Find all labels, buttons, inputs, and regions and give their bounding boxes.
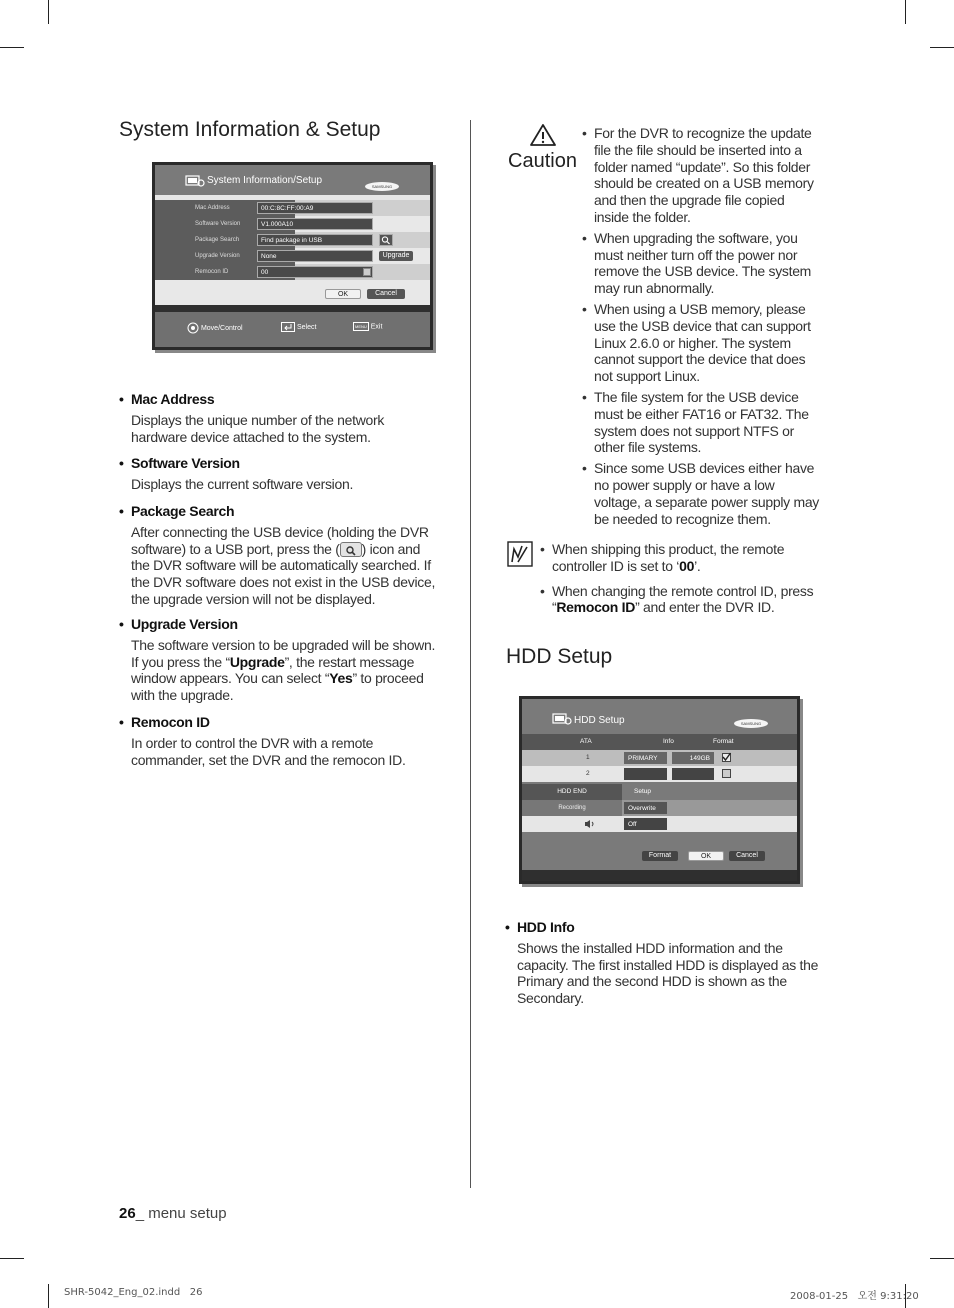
speaker-icon [584, 819, 596, 831]
system-info-screen [152, 162, 433, 350]
format-checkbox-checked[interactable] [722, 753, 731, 762]
item-body: In order to control the DVR with a remote commander, set the DVR and the remocon ID. [131, 734, 406, 768]
footer-exit [353, 322, 382, 331]
item-heading: • HDD Info [505, 919, 827, 936]
caution-label: Caution [508, 150, 577, 172]
hdd-end-label: HDD END [522, 784, 622, 800]
button-bar [522, 832, 797, 870]
item-body: Shows the installed HDD information and the capacity. The first installed HDD is displayed as the Primary and the second HDD is shown as the Secondary. [517, 939, 819, 1007]
row-label: Remocon ID [155, 264, 295, 280]
item-remocon-id [131, 714, 441, 768]
upgrade-button[interactable]: Upgrade [379, 251, 413, 261]
hdd-capacity-field [672, 768, 714, 780]
caution-item: • The file system for the USB device must be either FAT16 or FAT32. The system does not support NTFS or other file systems. [594, 389, 822, 456]
section-title-system-info: System Information & Setup [119, 118, 381, 141]
software-version-field: V1.000A10 [257, 218, 373, 230]
item-mac-address [131, 391, 441, 445]
note-list [552, 541, 822, 620]
col-ata: ATA [580, 738, 592, 745]
caution-item: • When upgrading the software, you must neither turn off the power nor remove the USB device. The system may run abnormally. [594, 230, 822, 297]
print-info-right: 2008-01-25 오전 9:31:20 [790, 1291, 919, 1302]
item-heading: • Software Version [119, 455, 441, 472]
row-label: Package Search [155, 232, 295, 248]
crop-mark [0, 1258, 24, 1259]
note-item: • When changing the remote control ID, press “Remocon ID” and enter the DVR ID. [552, 583, 822, 617]
hdd-capacity-field: 149GB [672, 752, 714, 764]
sound-row [522, 816, 797, 832]
screen-footer [155, 312, 430, 347]
screen-header [522, 699, 797, 733]
remocon-id-field[interactable]: 00 [257, 266, 373, 278]
recording-mode-field[interactable]: Overwrite [624, 802, 667, 814]
crop-mark [930, 1258, 954, 1259]
format-checkbox[interactable] [722, 769, 731, 778]
column-divider [470, 120, 471, 1188]
menu-key-icon: MENU [355, 324, 367, 329]
dpad-icon [187, 322, 199, 334]
screen-title: System Information/Setup [207, 175, 323, 186]
hdd-info-field: PRIMARY [624, 752, 667, 764]
hdd-table-header [522, 734, 797, 750]
row-mac-address [155, 200, 430, 216]
mac-address-field: 00:C:8C:FF:00:A9 [257, 202, 373, 214]
separator-bar [522, 870, 797, 881]
print-info-left: SHR-5042_Eng_02.indd 26 [64, 1287, 203, 1298]
crop-mark [0, 47, 24, 48]
row-label: Recording [522, 800, 622, 816]
caution-item: • When using a USB memory, please use the USB device that can support Linux 2.6.0 or higher. The system cannot support the device that does not support Linux. [594, 301, 822, 385]
button-bar [155, 280, 430, 305]
footer-move [187, 322, 243, 334]
cancel-button[interactable]: Cancel [729, 851, 765, 861]
page-footer [119, 1205, 227, 1222]
footer-move-label: Move/Control [200, 324, 243, 332]
item-upgrade-version [131, 616, 441, 704]
caution-item: • Since some USB devices either have no power supply or have a low voltage, a separate power supply may be needed to recognize them. [594, 460, 822, 527]
search-icon [340, 542, 362, 557]
screen-title: HDD Setup [574, 715, 625, 726]
footer-exit-label: Exit [370, 323, 383, 331]
setup-icon [185, 175, 205, 189]
col-info: Info [663, 738, 674, 745]
separator-bar [155, 305, 430, 312]
footer-select-label: Select [296, 323, 317, 331]
item-heading: • Mac Address [119, 391, 441, 408]
warning-icon [529, 123, 557, 147]
enter-icon [281, 322, 295, 332]
hdd-number: 1 [586, 754, 590, 761]
screen-header [155, 165, 430, 195]
hdd-row-1 [522, 750, 797, 766]
item-heading: • Upgrade Version [119, 616, 441, 633]
crop-mark [48, 1284, 49, 1308]
caution-list [594, 125, 822, 531]
item-body: Displays the unique number of the network hardware device attached to the system. [131, 411, 385, 445]
row-package-search [155, 232, 430, 248]
hdd-info-field [624, 768, 667, 780]
item-software-version [131, 455, 441, 493]
samsung-logo: SAMSUNG [365, 182, 399, 191]
search-icon[interactable] [379, 234, 393, 246]
hdd-end-row [522, 784, 797, 800]
ok-button[interactable]: OK [325, 289, 361, 299]
samsung-logo: SAMSUNG [734, 719, 768, 728]
recording-row [522, 800, 797, 816]
item-heading: • Remocon ID [119, 714, 441, 731]
row-upgrade-version [155, 248, 430, 264]
col-format: Format [713, 738, 734, 745]
row-label: Mac Address [155, 200, 295, 216]
row-label: Upgrade Version [155, 248, 295, 264]
setup-icon [552, 713, 572, 727]
row-software-version [155, 216, 430, 232]
row-remocon-id [155, 264, 430, 280]
item-body: Displays the current software version. [131, 475, 354, 492]
item-body: After connecting the USB device (holding the DVR software) to a USB port, press the ( ) icon and the DVR software will be automatically searched. If the DVR software does not exist in the USB device, the upgrade version will not be displayed. [131, 523, 436, 607]
footer-select [281, 322, 316, 332]
item-body: The software version to be upgraded will be shown. If you press the “Upgrade”, the restart message window appears. You can select “Yes” to proceed with the upgrade. [131, 636, 436, 704]
item-hdd-info [517, 919, 827, 1007]
sound-field[interactable]: Off [624, 818, 667, 830]
setup-label: Setup [634, 788, 651, 795]
keypad-icon [363, 268, 371, 276]
crop-mark [905, 0, 906, 24]
row-label: Software Version [155, 216, 295, 232]
format-button[interactable]: Format [642, 851, 678, 861]
ok-button[interactable]: OK [688, 851, 724, 861]
note-item: • When shipping this product, the remote controller ID is set to ‘00’. [552, 541, 822, 575]
section-title-hdd-setup: HDD Setup [506, 645, 613, 668]
item-package-search [131, 503, 441, 608]
hdd-setup-screen [519, 696, 800, 884]
hdd-number: 2 [586, 770, 590, 777]
crop-mark [930, 47, 954, 48]
footer-label: _ menu setup [135, 1205, 227, 1222]
cancel-button[interactable]: Cancel [367, 289, 405, 299]
package-search-field: Find package in USB [257, 234, 373, 246]
caution-item: • For the DVR to recognize the update file the file should be inserted into a folder named “update”. So this folder should be created on a USB memory and then the upgrade file copied inside the folder. [594, 125, 822, 226]
note-icon [507, 541, 533, 567]
upgrade-version-field: None [257, 250, 373, 262]
page-number: 26 [119, 1205, 136, 1222]
hdd-row-2 [522, 766, 797, 782]
item-heading: • Package Search [119, 503, 441, 520]
crop-mark [48, 0, 49, 24]
